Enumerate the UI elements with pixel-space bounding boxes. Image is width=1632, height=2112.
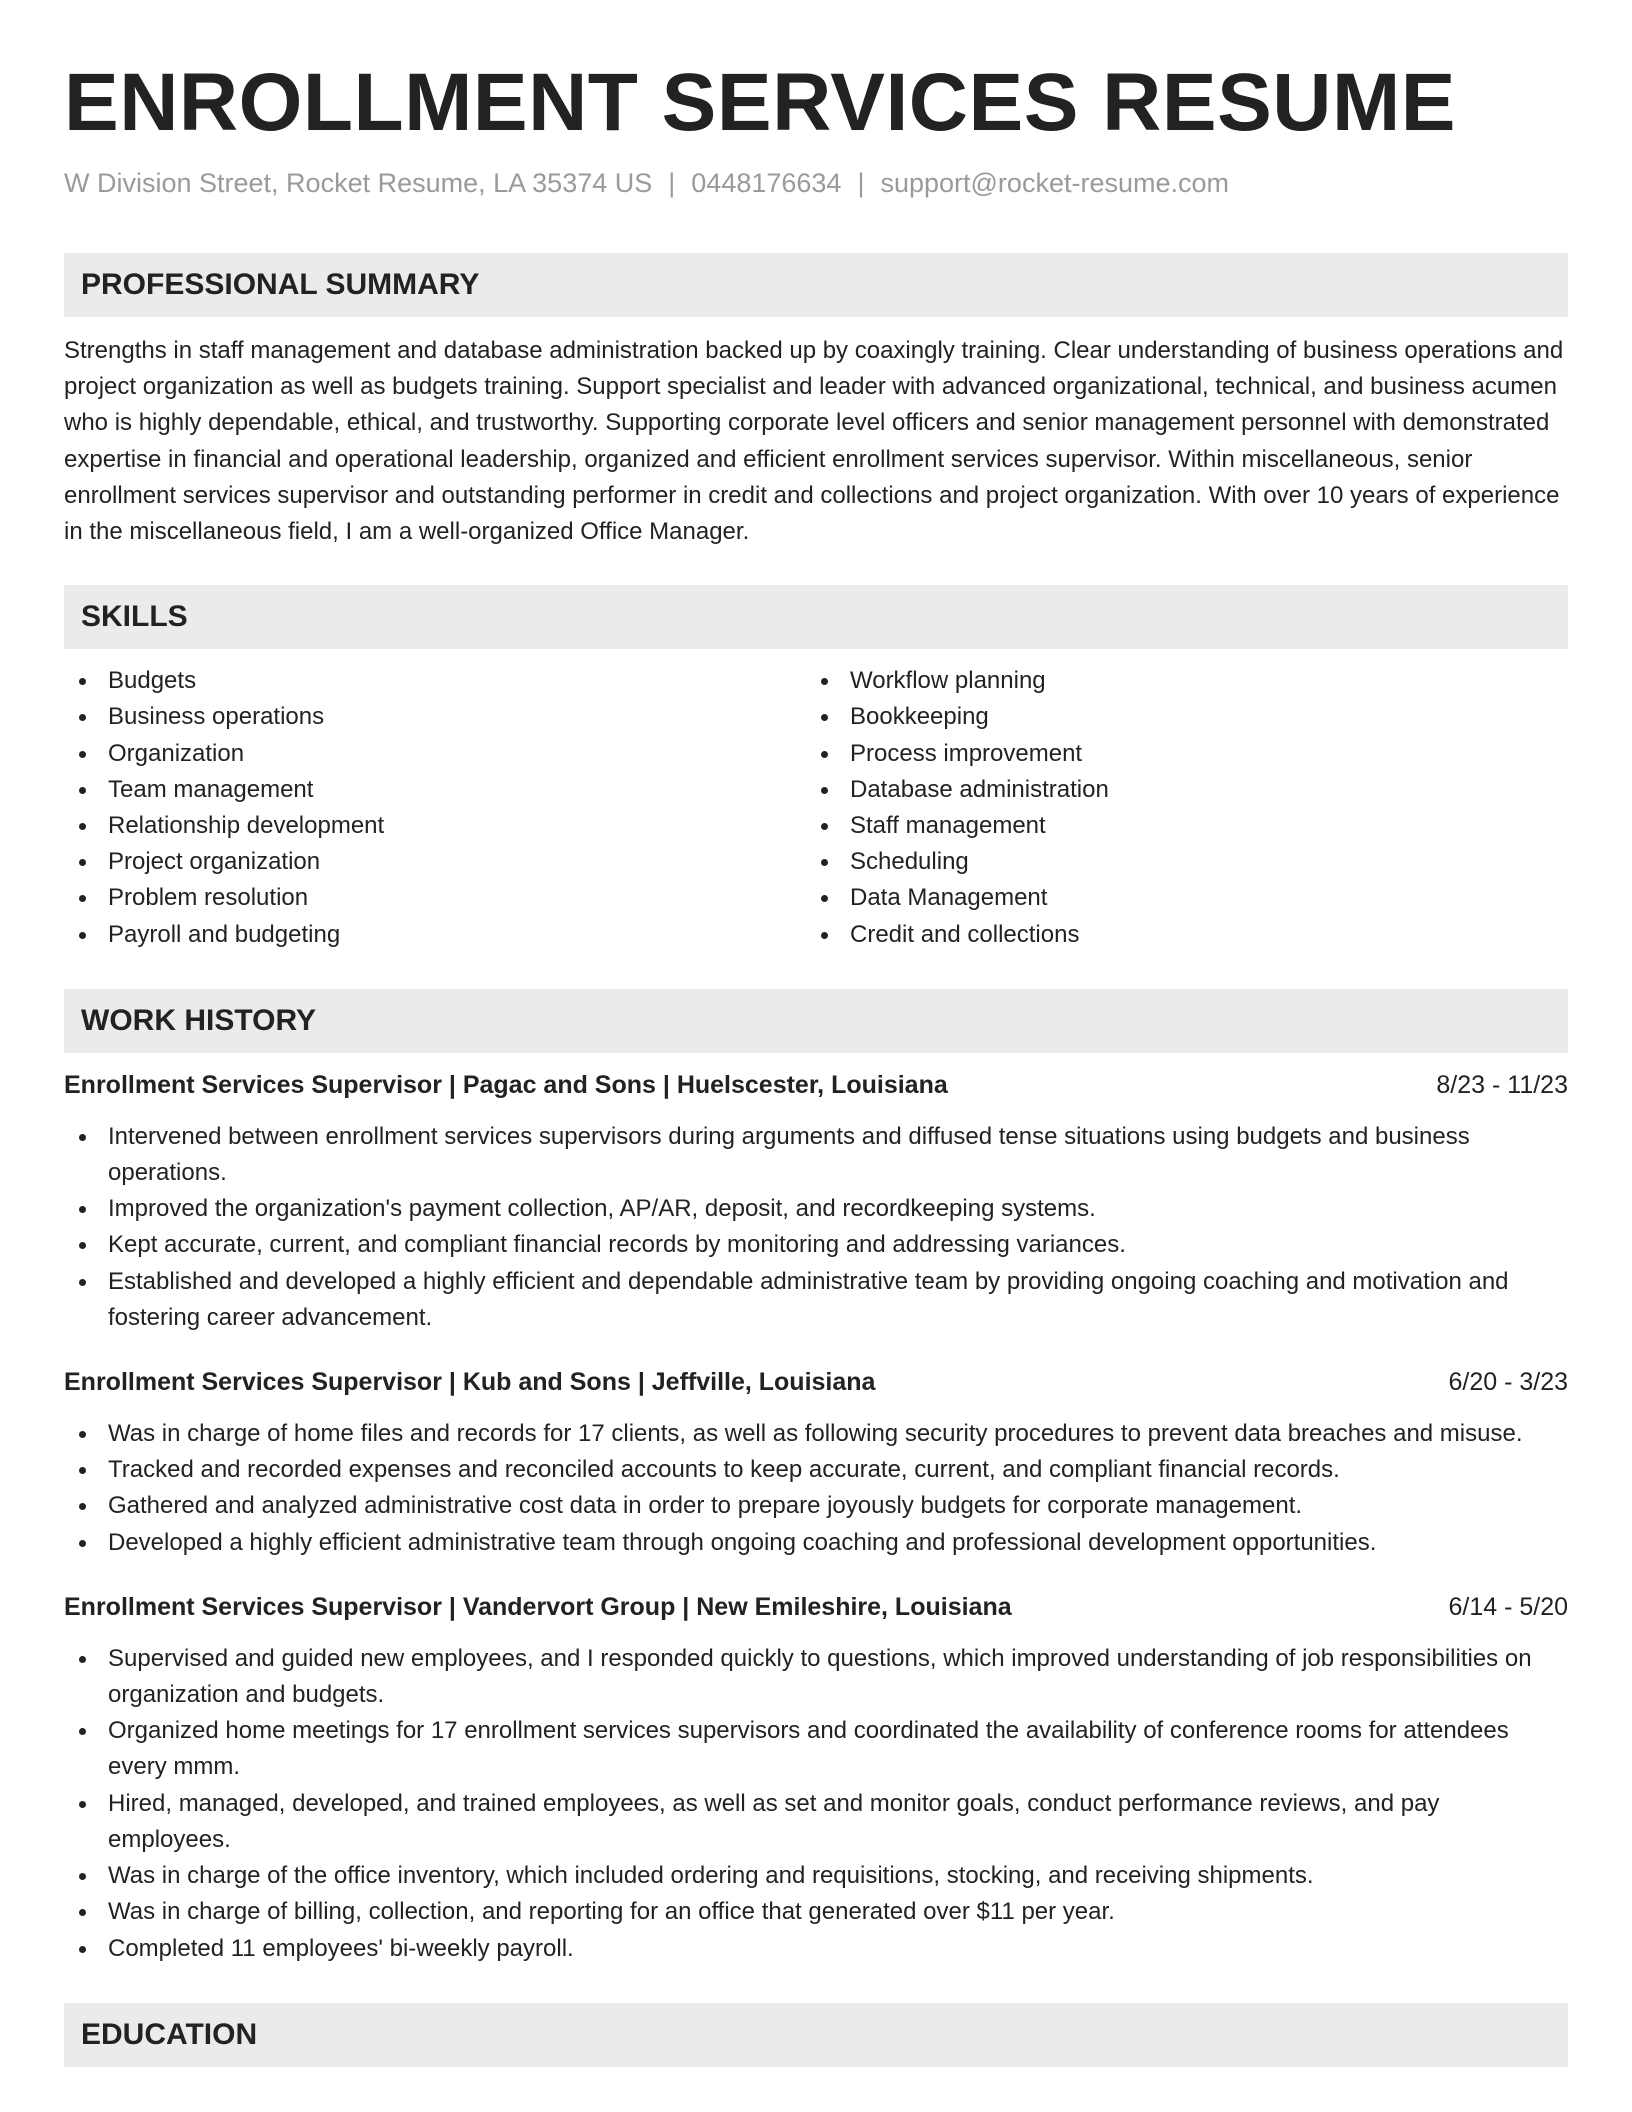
job-bullet: Developed a highly efficient administrative team through ongoing coaching and professional development opportunities.	[64, 1525, 1568, 1561]
contact-phone: 0448176634	[691, 168, 842, 198]
job-bullet: Gathered and analyzed administrative cost data in order to prepare joyously budgets for corporate management.	[64, 1488, 1568, 1524]
skill-item: Project organization	[64, 844, 806, 880]
skill-item: Problem resolution	[64, 880, 806, 916]
skill-item: Team management	[64, 772, 806, 808]
skill-item: Process improvement	[806, 736, 1548, 772]
skill-item: Bookkeeping	[806, 699, 1548, 735]
job-dates: 6/20 - 3/23	[1448, 1368, 1568, 1397]
job-bullet: Completed 11 employees' bi-weekly payroll.	[64, 1931, 1568, 1967]
job-entry	[64, 1589, 1568, 1967]
job-entry	[64, 1067, 1568, 1336]
job-title: Enrollment Services Supervisor | Vandervort Group | New Emileshire, Louisiana	[64, 1592, 1012, 1621]
skills-list	[64, 663, 1568, 953]
job-bullet: Organized home meetings for 17 enrollment services supervisors and coordinated the availability of conference rooms for attendees every mmm.	[64, 1713, 1568, 1785]
job-bullets	[64, 1641, 1568, 1967]
skill-item: Database administration	[806, 772, 1548, 808]
section-header-summary: PROFESSIONAL SUMMARY	[64, 253, 1568, 317]
section-header-work-history: WORK HISTORY	[64, 989, 1568, 1053]
job-bullet: Improved the organization's payment collection, AP/AR, deposit, and recordkeeping systems.	[64, 1191, 1568, 1227]
job-header	[64, 1364, 1568, 1400]
section-header-skills: SKILLS	[64, 585, 1568, 649]
job-header	[64, 1067, 1568, 1103]
skill-item: Workflow planning	[806, 663, 1548, 699]
job-bullets	[64, 1416, 1568, 1561]
job-bullet: Was in charge of the office inventory, which included ordering and requisitions, stocking, and receiving shipments.	[64, 1858, 1568, 1894]
job-bullet: Hired, managed, developed, and trained employees, as well as set and monitor goals, conduct performance reviews, and pay employees.	[64, 1786, 1568, 1858]
skill-item: Relationship development	[64, 808, 806, 844]
job-bullet: Supervised and guided new employees, and I responded quickly to questions, which improved understanding of job responsibilities on organization and budgets.	[64, 1641, 1568, 1713]
job-bullets	[64, 1119, 1568, 1336]
contact-separator: |	[668, 168, 676, 198]
job-entry	[64, 1364, 1568, 1561]
contact-line	[64, 166, 1568, 200]
skill-item: Organization	[64, 736, 806, 772]
job-dates: 8/23 - 11/23	[1436, 1070, 1568, 1099]
skill-item: Payroll and budgeting	[64, 917, 806, 953]
job-bullet: Kept accurate, current, and compliant financial records by monitoring and addressing variances.	[64, 1227, 1568, 1263]
job-bullet: Established and developed a highly efficient and dependable administrative team by providing ongoing coaching and motivation and fostering career advancement.	[64, 1264, 1568, 1336]
job-dates: 6/14 - 5/20	[1448, 1592, 1568, 1621]
section-header-education: EDUCATION	[64, 2003, 1568, 2067]
skills-column-left	[64, 663, 806, 953]
contact-email: support@rocket-resume.com	[880, 168, 1229, 198]
job-title: Enrollment Services Supervisor | Kub and Sons | Jeffville, Louisiana	[64, 1368, 876, 1397]
skill-item: Credit and collections	[806, 917, 1548, 953]
job-bullet: Intervened between enrollment services supervisors during arguments and diffused tense situations using budgets and business operations.	[64, 1119, 1568, 1191]
skill-item: Staff management	[806, 808, 1548, 844]
skill-item: Scheduling	[806, 844, 1548, 880]
resume-title: ENROLLMENT SERVICES RESUME	[64, 57, 1456, 148]
contact-separator: |	[857, 168, 865, 198]
job-bullet: Was in charge of home files and records for 17 clients, as well as following security procedures to prevent data breaches and misuse.	[64, 1416, 1568, 1452]
contact-address: W Division Street, Rocket Resume, LA 35374 US	[64, 168, 653, 198]
skills-column-right	[806, 663, 1548, 953]
job-title: Enrollment Services Supervisor | Pagac and Sons | Huelscester, Louisiana	[64, 1070, 948, 1099]
job-header	[64, 1589, 1568, 1625]
skill-item: Budgets	[64, 663, 806, 699]
summary-text: Strengths in staff management and database administration backed up by coaxingly training. Clear understanding of business operations and project organization as well as budgets training. Support specialist and leader with advanced organizational, technical, and business acumen who is highly dependable, ethical, and trustworthy. Supporting corporate level officers and senior management personnel with demonstrated expertise in financial and operational leadership, organized and efficient enrollment services supervisor. Within miscellaneous, senior enrollment services supervisor and outstanding performer in credit and collections and project organization. With over 10 years of experience in the miscellaneous field, I am a well-organized Office Manager.	[64, 337, 1564, 546]
job-bullet: Tracked and recorded expenses and reconciled accounts to keep accurate, current, and compliant financial records.	[64, 1452, 1568, 1488]
skill-item: Data Management	[806, 880, 1548, 916]
job-bullet: Was in charge of billing, collection, and reporting for an office that generated over $11 per year.	[64, 1894, 1568, 1930]
skill-item: Business operations	[64, 699, 806, 735]
